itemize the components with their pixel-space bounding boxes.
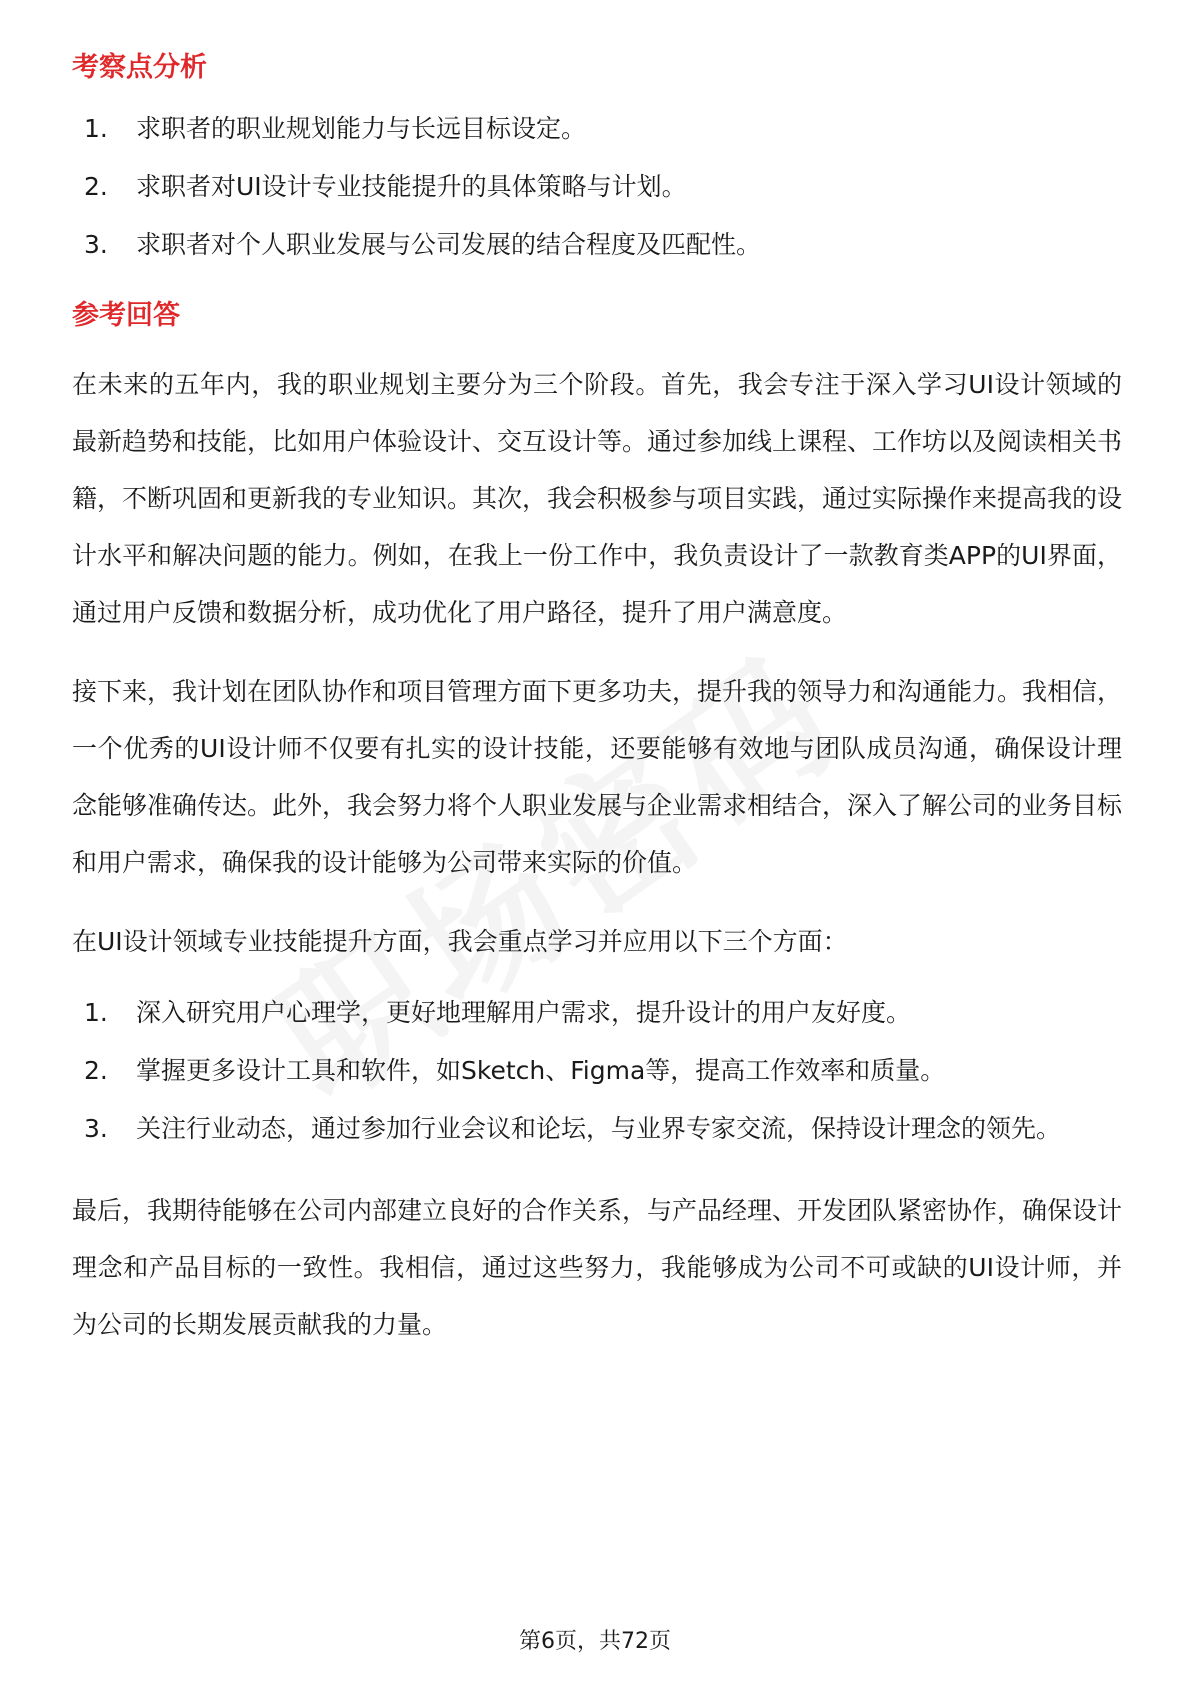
analysis-list bbox=[72, 100, 1122, 274]
list-text: 掌握更多设计工具和软件，如Sketch、Figma等，提高工作效率和质量。 bbox=[136, 1056, 946, 1085]
list-number: 2. bbox=[84, 172, 108, 201]
list-number: 2. bbox=[84, 1056, 108, 1085]
list-text: 求职者对个人职业发展与公司发展的结合程度及匹配性。 bbox=[136, 230, 762, 259]
page-number: 第6页，共72页 bbox=[519, 1629, 671, 1654]
list-text: 深入研究用户心理学，更好地理解用户需求，提升设计的用户友好度。 bbox=[136, 998, 912, 1027]
skills-list bbox=[72, 984, 1122, 1158]
answer-title: 参考回答 bbox=[72, 300, 180, 331]
list-number: 1. bbox=[84, 998, 108, 1027]
list-item bbox=[72, 100, 1122, 158]
list-item bbox=[72, 1042, 1122, 1100]
answer-paragraph: 在未来的五年内，我的职业规划主要分为三个阶段。首先，我会专注于深入学习UI设计领域的最新趋势和技能，比如用户体验设计、交互设计等。通过参加线上课程、工作坊以及阅读相关书籍，不断巩固和更新我的专业知识。其次，我会积极参与项目实践，通过实际操作来提高我的设计水平和解决问题的能力。例如，在我上一份工作中，我负责设计了一款教育类APP的UI界面，通过用户反馈和数据分析，成功优化了用户路径，提升了用户满意度。 bbox=[72, 370, 1123, 627]
analysis-title: 考察点分析 bbox=[72, 52, 207, 83]
list-item bbox=[72, 158, 1122, 216]
list-number: 1. bbox=[84, 114, 108, 143]
list-text: 关注行业动态，通过参加行业会议和论坛，与业界专家交流，保持设计理念的领先。 bbox=[136, 1114, 1062, 1143]
answer-paragraph: 在UI设计领域专业技能提升方面，我会重点学习并应用以下三个方面： bbox=[72, 927, 848, 956]
closing-paragraph: 最后，我期待能够在公司内部建立良好的合作关系，与产品经理、开发团队紧密协作，确保设计理念和产品目标的一致性。我相信，通过这些努力，我能够成为公司不可或缺的UI设计师，并为公司的长期发展贡献我的力量。 bbox=[72, 1196, 1123, 1339]
list-item bbox=[72, 1100, 1122, 1158]
list-item bbox=[72, 216, 1122, 274]
list-text: 求职者对UI设计专业技能提升的具体策略与计划。 bbox=[136, 172, 687, 201]
list-number: 3. bbox=[84, 230, 108, 259]
list-text: 求职者的职业规划能力与长远目标设定。 bbox=[136, 114, 587, 143]
list-item bbox=[72, 984, 1122, 1042]
page-content bbox=[72, 48, 1122, 1353]
list-number: 3. bbox=[84, 1114, 108, 1143]
answer-paragraph: 接下来，我计划在团队协作和项目管理方面下更多功夫，提升我的领导力和沟通能力。我相信，一个优秀的UI设计师不仅要有扎实的设计技能，还要能够有效地与团队成员沟通，确保设计理念能够准确传达。此外，我会努力将个人职业发展与企业需求相结合，深入了解公司的业务目标和用户需求，确保我的设计能够为公司带来实际的价值。 bbox=[72, 677, 1123, 877]
